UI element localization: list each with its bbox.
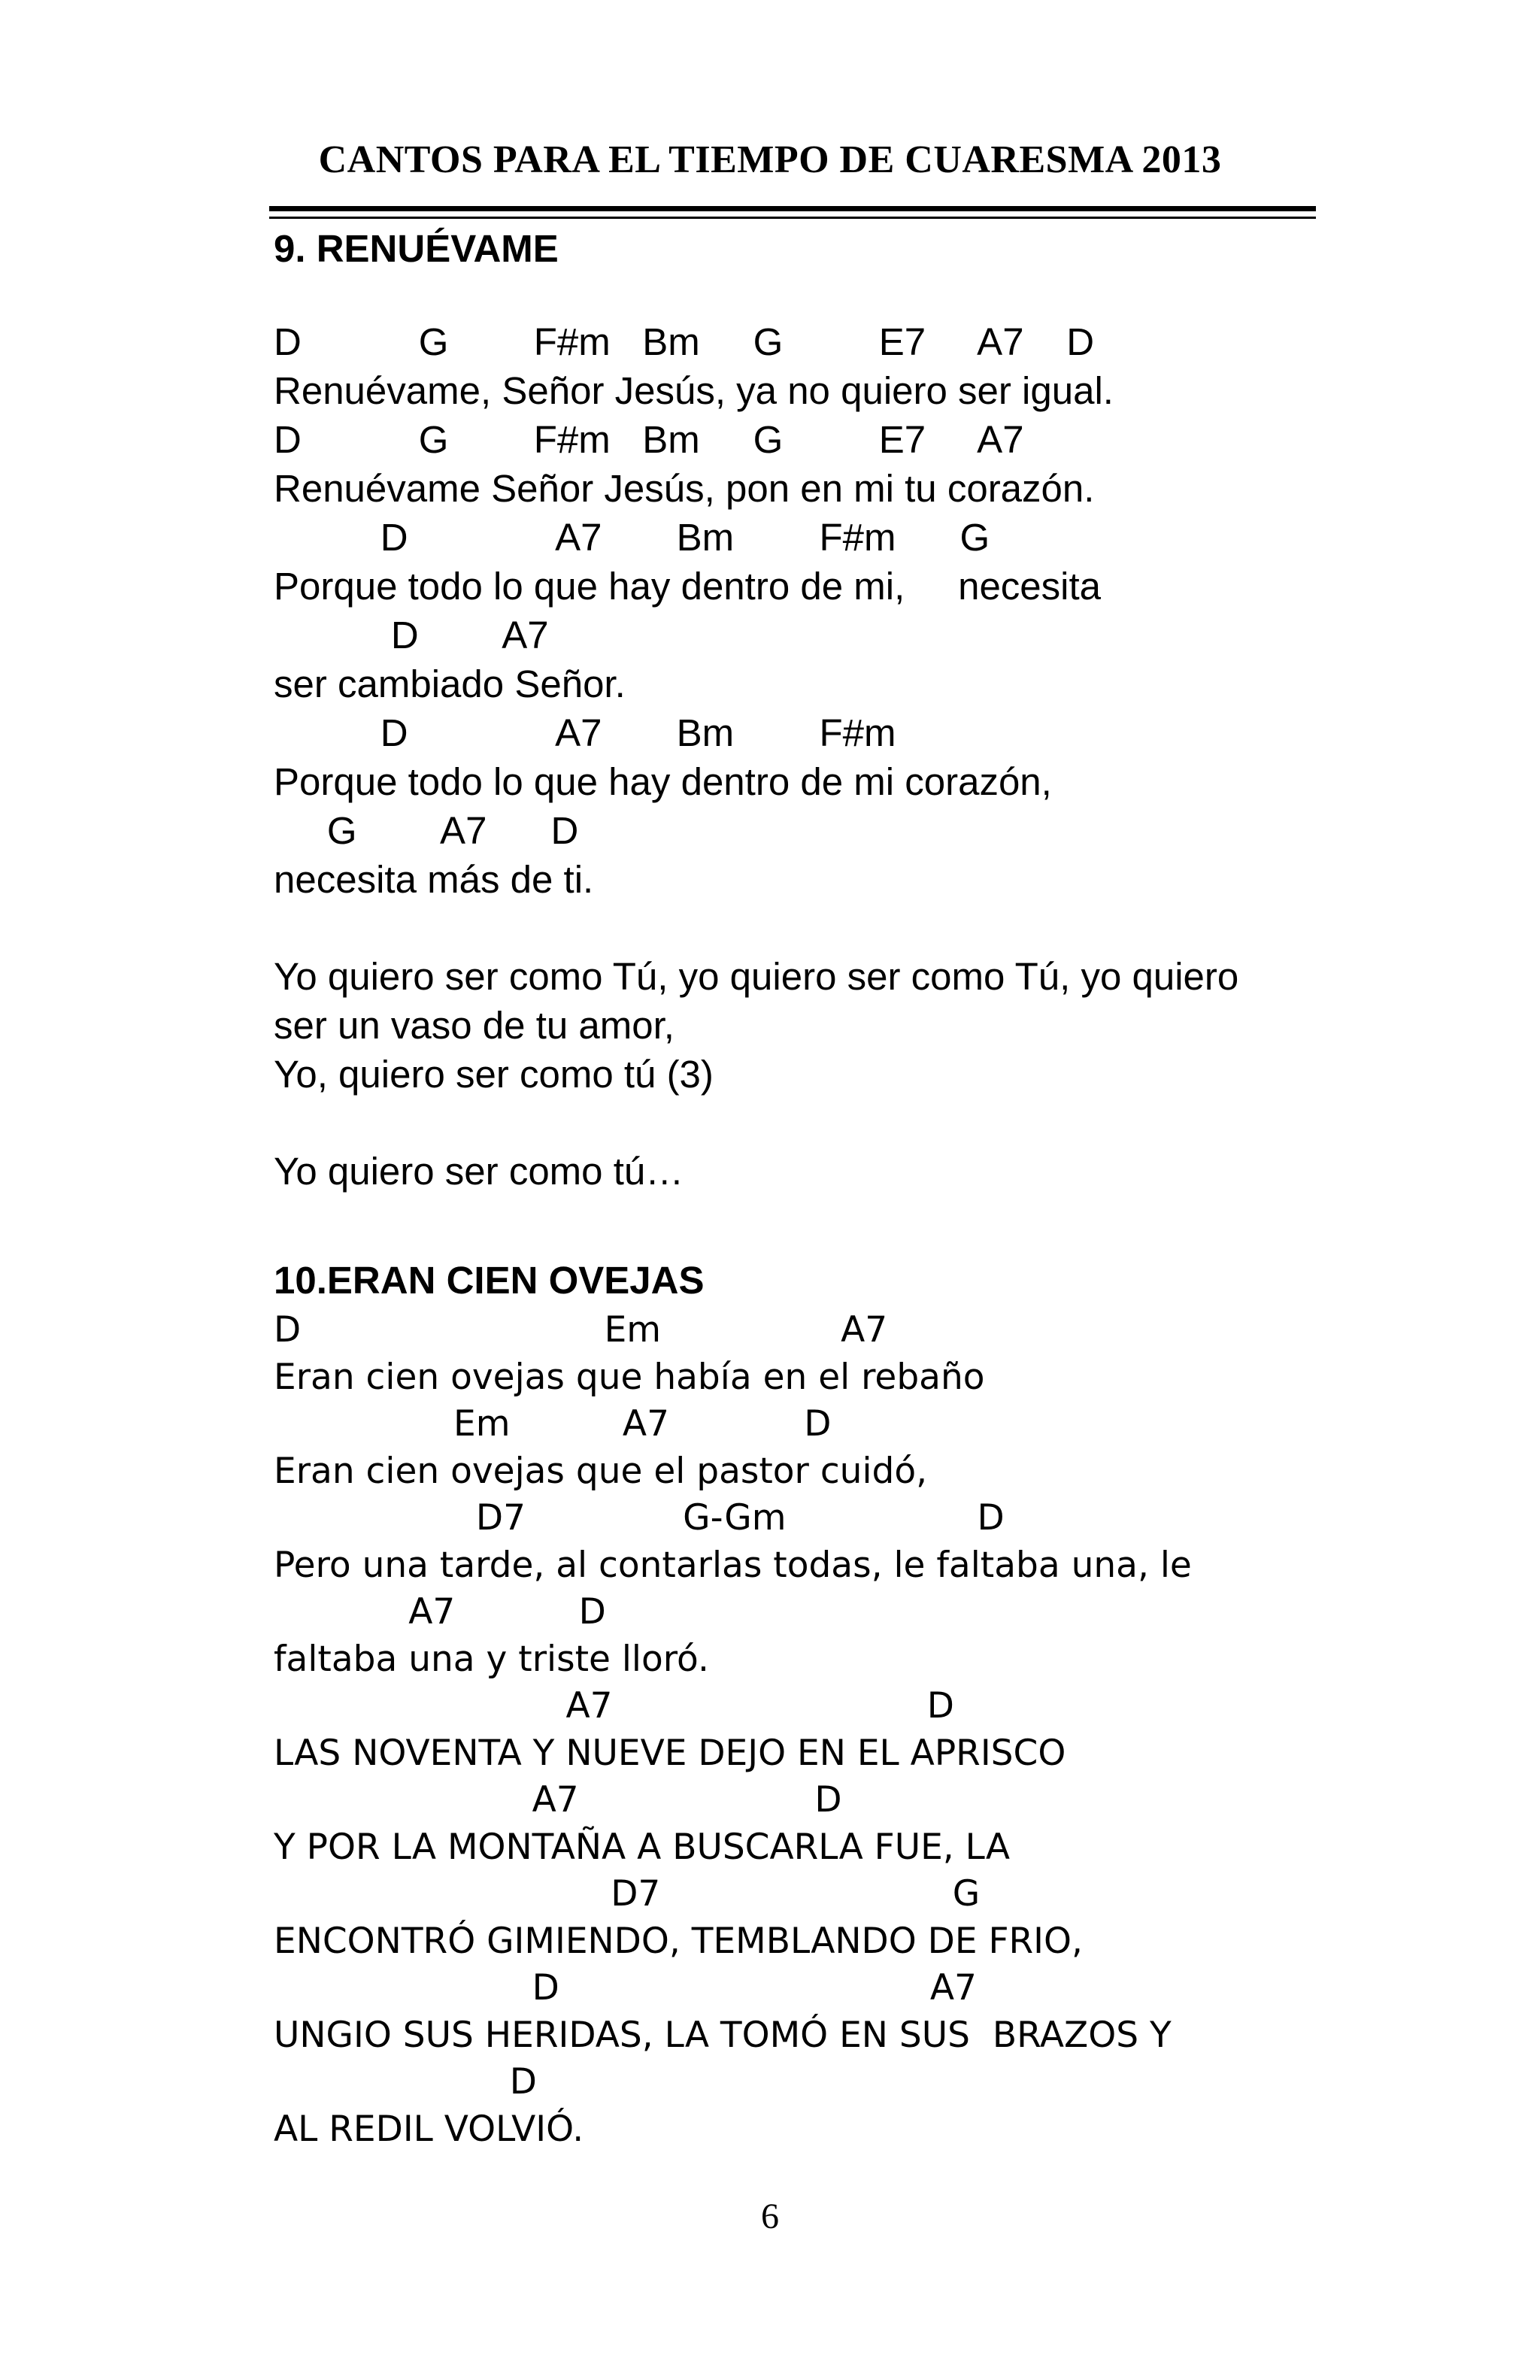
stanza — [274, 317, 1372, 904]
chord-line: D A7 — [274, 614, 549, 656]
chord-line: D Em A7 — [274, 1309, 888, 1351]
chord-line: A7 D — [274, 1779, 842, 1821]
lyric-line: Eran cien ovejas que había en el rebaño — [274, 1356, 985, 1398]
lyric-line: Renuévame Señor Jesús, pon en mi tu corazón. — [274, 467, 1095, 510]
page-header-title: CANTOS PARA EL TIEMPO DE CUARESMA 2013 — [318, 138, 1222, 181]
spacer — [274, 280, 1372, 317]
lyric-line: ENCONTRÓ GIMIENDO, TEMBLANDO DE FRIO, — [274, 1920, 1083, 1962]
song-eran-cien-ovejas — [274, 1254, 1372, 2153]
chord-line: D G F#m Bm G E7 A7 — [274, 418, 1024, 461]
chord-line: D A7 Bm F#m G — [274, 516, 990, 559]
chord-line: D A7 Bm F#m — [274, 711, 896, 754]
spacer — [274, 1099, 1372, 1147]
song-title: 9. RENUÉVAME — [274, 227, 559, 270]
spacer — [274, 904, 1372, 952]
chord-line: D A7 — [274, 1967, 977, 2009]
lyric-line: Yo quiero ser como Tú, yo quiero ser como Tú, yo quiero — [274, 955, 1239, 998]
song-title: 10.ERAN CIEN OVEJAS — [274, 1259, 705, 1302]
chord-line: A7 D — [274, 1685, 955, 1727]
page-content — [274, 218, 1372, 2153]
lyric-line: LAS NOVENTA Y NUEVE DEJO EN EL APRISCO — [274, 1732, 1066, 1774]
lyric-line: Yo quiero ser como tú… — [274, 1150, 684, 1193]
chord-line: G A7 D — [274, 809, 579, 852]
lyric-line: Renuévame, Señor Jesús, ya no quiero ser igual. — [274, 369, 1114, 412]
header-rule-thick — [269, 206, 1316, 211]
page-number: 6 — [761, 2197, 779, 2236]
lyric-line: Y POR LA MONTAÑA A BUSCARLA FUE, LA — [274, 1826, 1011, 1868]
lyric-line: Yo, quiero ser como tú (3) — [274, 1053, 714, 1096]
lyric-line: faltaba una y triste lloró. — [274, 1638, 709, 1680]
chord-line: A7 D — [274, 1591, 606, 1633]
chord-line: D7 G-Gm D — [274, 1497, 1005, 1539]
chord-line: D — [274, 2061, 537, 2103]
lyric-line: Porque todo lo que hay dentro de mi, necesita — [274, 565, 1102, 608]
stanza-ending — [274, 1147, 1372, 1196]
lyric-line: Porque todo lo que hay dentro de mi corazón, — [274, 760, 1052, 803]
lyric-line: UNGIO SUS HERIDAS, LA TOMÓ EN SUS BRAZOS Y — [274, 2014, 1172, 2056]
lyric-line: ser cambiado Señor. — [274, 662, 626, 705]
chord-line: Em A7 D — [274, 1403, 832, 1445]
lyric-line: AL REDIL VOLVIÓ. — [274, 2108, 584, 2150]
lyric-line: necesita más de ti. — [274, 858, 594, 901]
lyric-line: Pero una tarde, al contarlas todas, le faltaba una, le — [274, 1544, 1192, 1586]
lyric-line: Eran cien ovejas que el pastor cuidó, — [274, 1450, 928, 1492]
stanza-chorus — [274, 952, 1372, 1099]
chord-line: D G F#m Bm G E7 A7 D — [274, 320, 1095, 363]
song-renuevame — [274, 218, 1372, 1196]
lyric-line: ser un vaso de tu amor, — [274, 1004, 675, 1047]
chord-line: D7 G — [274, 1873, 981, 1915]
